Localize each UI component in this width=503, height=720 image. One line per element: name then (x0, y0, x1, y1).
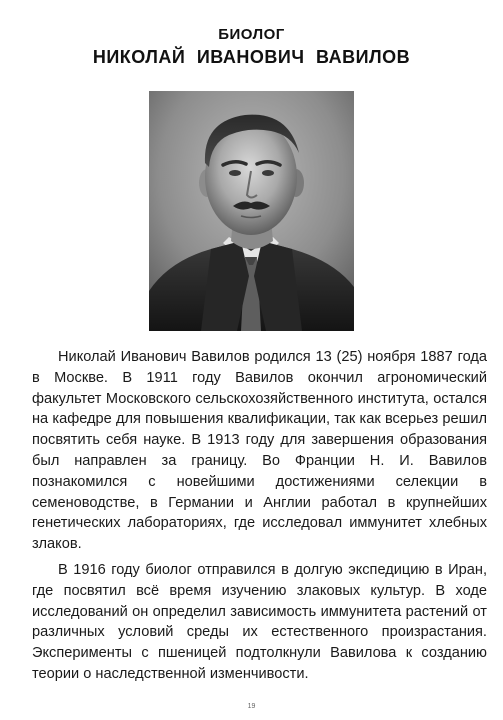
page-subtitle: БИОЛОГ (218, 26, 285, 43)
paragraph: Николай Иванович Вавилов родился 13 (25) ноября 1887 года в Москве. В 1911 году Вавилов окончил агрономический факультет Московского сельскохозяйственного института, остался на кафедре для повышения квалификации, так как всерьез решил посвятить себя науке. В 1913 году для завершения образования был направлен за границу. Во Франции Н. И. Вавилов познакомился с новейшими достижениями селекции в семеноводстве, в Германии и Англии работал в крупнейших генетических лабораториях, где исследовал иммунитет хлебных злаков. (32, 349, 487, 553)
portrait-photo-icon (149, 91, 354, 331)
paragraph: В 1916 году биолог отправился в долгую экспедицию в Иран, где посвятил всё время изучению злаковых культур. В ходе исследований он определил зависимость иммунитета растений от различных условий среды их естественного произрастания. Эксперименты с пшеницей подтолкнули Вавилова к созданию теории о наследственной изменчивости. (32, 561, 487, 682)
page-title: НИКОЛАЙ ИВАНОВИЧ ВАВИЛОВ (92, 47, 411, 67)
portrait-photo (149, 91, 354, 331)
page-number: 19 (247, 703, 256, 710)
biography-text (32, 347, 487, 685)
